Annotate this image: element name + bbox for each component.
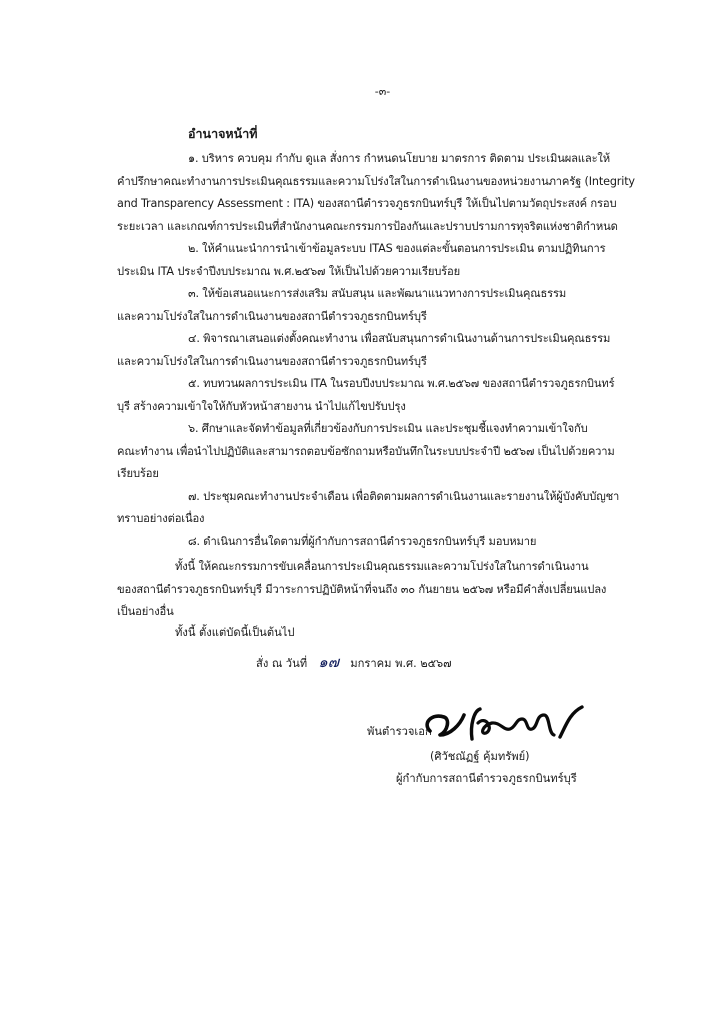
body-line: คำปรึกษาคณะทำงานการประเมินคุณธรรมและความโปร่งใสในการดำเนินงานของหน่วยงานภาครัฐ (Integrity — [117, 174, 635, 188]
body-line: คณะทำงาน เพื่อนำไปปฏิบัติและสามารถตอบข้อซักถามหรือบันทึกในระบบประจำปี ๒๕๖๗ เป็นไปด้วยความ — [117, 444, 615, 458]
date-suffix: มกราคม พ.ศ. ๒๕๖๗ — [350, 657, 452, 670]
date-prefix: สั่ง ณ วันที่ — [256, 657, 308, 670]
body-line: ๗. ประชุมคณะทำงานประจำเดือน เพื่อติดตามผลการดำเนินงานและรายงานให้ผู้บังคับบัญชา — [188, 489, 620, 503]
body-line: บุรี สร้างความเข้าใจให้กับหัวหน้าสายงาน นำไปแก้ไขปรับปรุง — [117, 399, 406, 413]
body-line: ๑. บริหาร ควบคุม กำกับ ดูแล สั่งการ กำหนดนโยบาย มาตรการ ติดตาม ประเมินผลและให้ — [188, 152, 610, 165]
signer-name: (ศิวัชณัฏฐ์ คุ้มทรัพย์) — [430, 750, 530, 763]
date-day: ๑๗ — [318, 653, 340, 671]
body-line: ๔. พิจารณาเสนอแต่งตั้งคณะทำงาน เพื่อสนับสนุนการดำเนินงานด้านการประเมินคุณธรรม — [188, 332, 611, 345]
body-line: เป็นอย่างอื่น — [117, 605, 174, 618]
body-line: ๕. ทบทวนผลการประเมิน ITA ในรอบปีงบประมาณ พ.ศ.๒๕๖๗ ของสถานีตำรวจภูธรกบินทร์ — [188, 377, 615, 390]
signer-position: ผู้กำกับการสถานีตำรวจภูธรกบินทร์บุรี — [396, 772, 577, 785]
body-line: และความโปร่งใสในการดำเนินงานของสถานีตำรวจภูธรกบินทร์บุรี — [117, 354, 427, 368]
body-line: ๓. ให้ข้อเสนอแนะการส่งเสริม สนับสนุน และพัฒนาแนวทางการประเมินคุณธรรม — [188, 287, 567, 300]
body-line: ๒. ให้คำแนะนำการนำเข้าข้อมูลระบบ ITAS ของแต่ละขั้นตอนการประเมิน ตามปฏิทินการ — [188, 242, 606, 255]
closing-line: ทั้งนี้ ตั้งแต่บัดนี้เป็นต้นไป — [175, 626, 295, 639]
body-line: ๘. ดำเนินการอื่นใดตามที่ผู้กำกับการสถานีตำรวจภูธรกบินทร์บุรี มอบหมาย — [188, 534, 537, 548]
body-line: เรียบร้อย — [117, 467, 159, 480]
body-line: ประเมิน ITA ประจำปีงบประมาณ พ.ศ.๒๕๖๗ ให้เป็นไปด้วยความเรียบร้อย — [117, 264, 461, 278]
page-number: -๓- — [374, 85, 391, 98]
body-line: ทราบอย่างต่อเนื่อง — [117, 512, 205, 525]
section-heading: อำนาจหน้าที่ — [188, 126, 258, 141]
body-line: ระยะเวลา และเกณฑ์การประเมินที่สำนักงานคณะกรรมการป้องกันและปราบปรามการทุจริตแห่งชาติกำหนด — [117, 219, 618, 233]
body-line: ๖. ศึกษาและจัดทำข้อมูลที่เกี่ยวข้องกับการประเมิน และประชุมชี้แจงทำความเข้าใจกับ — [188, 422, 588, 435]
body-text — [117, 148, 671, 624]
body-line: ทั้งนี้ ให้คณะกรรมการขับเคลื่อนการประเมินคุณธรรมและความโปร่งใสในการดำเนินงาน — [175, 560, 589, 573]
body-line: and Transparency Assessment : ITA) ของสถานีตำรวจภูธรกบินทร์บุรี ให้เป็นไปตามวัตถุประสงค์ กรอบ — [117, 197, 617, 210]
signer-rank: พันตำรวจเอก — [367, 725, 432, 738]
body-line: ของสถานีตำรวจภูธรกบินทร์บุรี มีวาระการปฏิบัติหน้าที่จนถึง ๓๐ กันยายน ๒๕๖๗ หรือมีคำสั่งเปลี่ยนแปลง — [117, 582, 607, 596]
body-line: และความโปร่งใสในการดำเนินงานของสถานีตำรวจภูธรกบินทร์บุรี — [117, 309, 427, 323]
handwritten-signature — [420, 701, 590, 747]
order-date — [256, 651, 452, 675]
